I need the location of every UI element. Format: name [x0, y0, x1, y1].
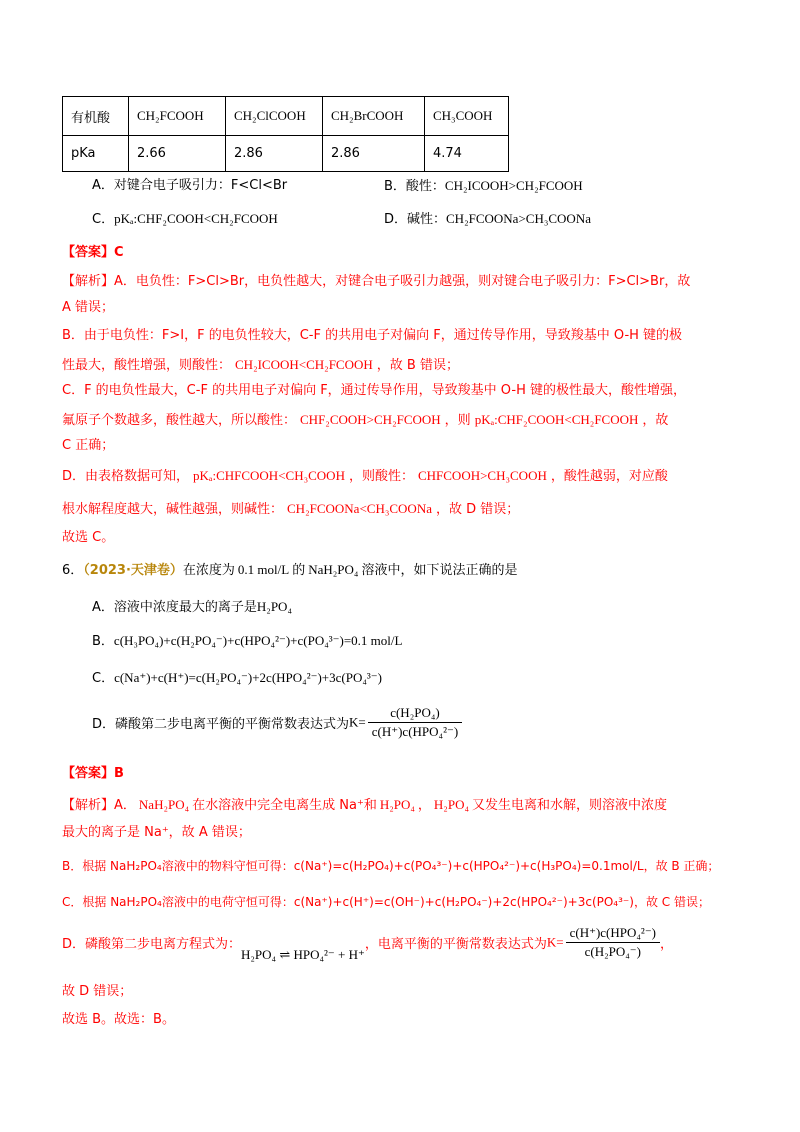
- table-header-cell: 有机酸: [63, 97, 129, 136]
- q6-option-b: [92, 631, 402, 652]
- table-header-row: [63, 97, 509, 136]
- q5-answer: 【答案】C: [62, 245, 124, 260]
- q5-option-c-label: C．: [92, 212, 115, 227]
- q6-option-d-label: D．磷酸第二步电离平衡的平衡常数表达式为: [92, 717, 350, 732]
- q6-explain-text: 在水溶液中完全电离生成 Na⁺和: [192, 798, 377, 813]
- q6-explain-equation: H₂PO₄ ⇌ HPO₄²⁻ + H⁺: [241, 946, 365, 962]
- q5-option-b-formula: CH₂ICOOH>CH₂FCOOH: [444, 178, 583, 193]
- q6-explain-b: B．根据 NaH₂PO₄溶液中的物料守恒可得：c(Na⁺)=c(H₂PO₄)+c(PO₄³⁻)+c(HPO₄²⁻)+c(H₃PO₄)=0.1mol/L，故 B 正确；: [62, 859, 720, 873]
- q6-explain-formula: NaH₂PO₄: [138, 797, 190, 812]
- q6-option-c-label: C．: [92, 671, 115, 686]
- q5-explain-line: C 正确；: [62, 438, 115, 453]
- table-cell: 2.86: [323, 136, 425, 172]
- q6-option-a-label: A．溶液中浓度最大的离子是: [92, 600, 257, 615]
- q5-explain-formula: pKₐ:CHF₂COOH<CH₂FCOOH: [474, 412, 639, 427]
- q6-explain-text: 又发生电离和水解，则溶液中浓度: [472, 798, 668, 813]
- q6-answer: 【答案】B: [62, 766, 124, 781]
- q5-option-c-formula: pKₐ:CHF₂COOH<CH₂FCOOH: [114, 211, 278, 226]
- table-header-cell: CH₂BrCOOH: [323, 97, 425, 136]
- q5-explain-text: ，故 D 错误；: [435, 502, 520, 517]
- q5-explain-line: 故选 C。: [62, 530, 115, 545]
- q6-option-b-formula: c(H₃PO₄)+c(H₂PO₄⁻)+c(HPO₄²⁻)+c(PO₄³⁻)=0.1 mol/L: [113, 633, 403, 648]
- q6-number: 6．: [62, 563, 84, 578]
- table-header-cell: CH₃COOH: [425, 97, 509, 136]
- q6-option-a-formula: H₂PO₄: [256, 599, 292, 614]
- q5-explain-text: 性最大，酸性增强，则酸性：: [62, 358, 232, 373]
- table-header-cell: CH₂ClCOOH: [226, 97, 323, 136]
- q6-explain-formula: H₂PO₄: [433, 797, 469, 812]
- q5-option-d-label: D．碱性：: [384, 212, 447, 227]
- q5-explain-text: ，则: [444, 413, 471, 428]
- q5-explain-line: 【解析】A．电负性：F>Cl>Br，电负性越大，对键合电子吸引力越强，则对键合电子吸引力：F>Cl>Br，故: [62, 274, 691, 289]
- q5-option-b-label: B．酸性：: [384, 179, 445, 194]
- table-header-cell: CH₂FCOOH: [129, 97, 226, 136]
- q5-explain-line: [62, 410, 668, 431]
- q5-option-a: A．对键合电子吸引力：F<Cl<Br: [92, 178, 288, 193]
- q5-explain-text: ，则酸性：: [348, 469, 414, 484]
- q6-explain-text: 【解析】A．: [62, 798, 136, 813]
- q5-explain-line: [62, 499, 519, 520]
- q5-explain-text: ，故 B 错误；: [376, 358, 459, 373]
- q6-option-d-k: K=: [349, 714, 366, 730]
- table-cell: 2.86: [226, 136, 323, 172]
- pka-table: [62, 96, 509, 172]
- q5-explain-text: 氟原子个数越多，酸性越大，所以酸性：: [62, 413, 297, 428]
- q6-option-c-formula: c(Na⁺)+c(H⁺)=c(H₂PO₄⁻)+2c(HPO₄²⁻)+3c(PO₄³⁻): [114, 670, 382, 685]
- q6-explain-text: ，: [660, 937, 674, 952]
- q6-explain-text: D．磷酸第二步电离方程式为：: [62, 937, 242, 952]
- q6-stem-text: 的: [292, 563, 306, 578]
- fraction-denominator: c(H⁺)c(HPO₄²⁻): [371, 724, 459, 739]
- q5-explain-formula: CH₂FCOONa<CH₃COONa: [287, 501, 432, 516]
- q6-option-c: [92, 668, 382, 689]
- q6-stem-text: 溶液中，如下说法正确的是: [361, 563, 518, 578]
- q6-explain-text: ，: [417, 798, 431, 813]
- q6-stem-formula: NaH₂PO₄: [308, 562, 359, 577]
- q5-option-b: [384, 176, 583, 197]
- q5-explain-text: 根水解程度越大，碱性越强，则碱性：: [62, 502, 284, 517]
- table-row: [63, 136, 509, 172]
- q5-explain-line: B．由于电负性：F>I，F 的电负性较大，C-F 的共用电子对偏向 F，通过传导作用，导致羧基中 O-H 键的极: [62, 328, 683, 343]
- table-cell: pKa: [63, 136, 129, 172]
- q5-explain-line: C．F 的电负性最大，C-F 的共用电子对偏向 F，通过传导作用，导致羧基中 O-H 键的极性最大，酸性增强，: [62, 383, 687, 398]
- table-cell: 4.74: [425, 136, 509, 172]
- q5-explain-line: [62, 466, 668, 487]
- fraction-numerator: c(H₂PO₄): [368, 704, 462, 723]
- q5-explain-text: ，酸性越弱，对应酸: [550, 469, 668, 484]
- q6-explain-k: K=: [546, 934, 564, 950]
- q6-option-b-label: B．: [92, 634, 114, 649]
- q6-source: （2023·天津卷）: [83, 563, 183, 578]
- q6-stem-conc: 0.1 mol/L: [237, 562, 290, 577]
- q6-final: 故选 B。故选：B。: [62, 1012, 175, 1027]
- fraction-numerator: c(H⁺)c(HPO₄²⁻): [566, 924, 660, 943]
- q5-explain-line: [62, 355, 459, 376]
- q5-explain-text: D．由表格数据可知，: [62, 469, 190, 484]
- q5-explain-line: A 错误；: [62, 300, 115, 315]
- q6-explain-d-line2: 故 D 错误；: [62, 984, 133, 999]
- q5-option-d-formula: CH₂FCOONa>CH₃COONa: [446, 211, 591, 226]
- q6-stem: [62, 560, 517, 581]
- q6-stem-text: 在浓度为: [182, 563, 235, 578]
- q6-explain-a: [62, 795, 667, 816]
- q6-explain-fraction: [566, 924, 660, 961]
- q6-explain-c: C．根据 NaH₂PO₄溶液中的电荷守恒可得：c(Na⁺)+c(H⁺)=c(OH⁻)+c(H₂PO₄⁻)+2c(HPO₄²⁻)+3c(PO₄³⁻)，故 C 错误；: [62, 895, 710, 909]
- q5-option-c: [92, 209, 278, 230]
- q5-explain-formula: pKₐ:CHFCOOH<CH₃COOH: [193, 468, 345, 483]
- q5-explain-text: ，故: [642, 413, 669, 428]
- q6-explain-d: [62, 924, 673, 961]
- q5-explain-formula: CHFCOOH>CH₃COOH: [417, 468, 547, 483]
- q6-explain-text: ，电离平衡的平衡常数表达式为: [364, 937, 547, 952]
- q6-option-d: [92, 704, 462, 741]
- table-cell: 2.66: [129, 136, 226, 172]
- fraction-denominator: c(H₂PO₄⁻): [584, 944, 641, 959]
- q5-option-d: [384, 209, 591, 230]
- q5-explain-formula: CH₂ICOOH<CH₂FCOOH: [235, 357, 373, 372]
- q5-explain-formula: CHF₂COOH>CH₂FCOOH: [300, 412, 441, 427]
- q6-option-d-fraction: [368, 704, 462, 741]
- q6-option-a: [92, 597, 292, 618]
- q6-explain-a-line2: 最大的离子是 Na⁺，故 A 错误；: [62, 825, 251, 840]
- q6-explain-formula: H₂PO₄: [379, 797, 415, 812]
